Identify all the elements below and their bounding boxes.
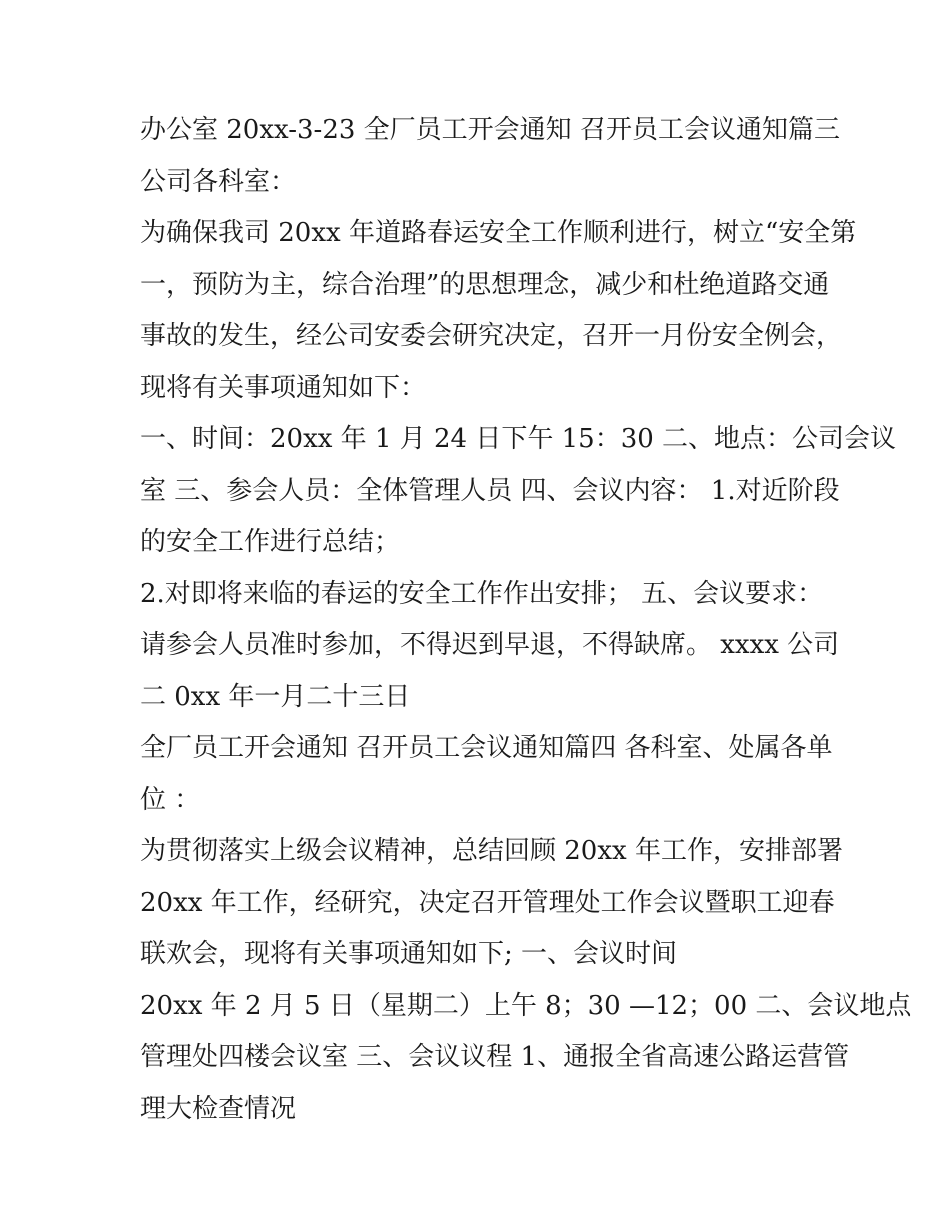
text-line: 事故的发生，经公司安委会研究决定，召开一月份安全例会， [140, 321, 843, 351]
text-line: 的安全工作进行总结； [140, 527, 401, 557]
text-line: 2.对即将来临的春运的安全工作作出安排； 五、会议要求： [140, 578, 824, 609]
text-line: 全厂员工开会通知 召开员工会议通知篇四 各科室、处属各单 [140, 733, 833, 763]
text-line: 20xx 年工作，经研究，决定召开管理处工作会议暨职工迎春 [140, 887, 835, 918]
document-body [140, 105, 912, 1135]
text-line: 办公室 20xx-3-23 全厂员工开会通知 召开员工会议通知篇三 [140, 115, 840, 145]
text-line: 为确保我司 20xx 年道路春运安全工作顺利进行，树立“安全第 [140, 218, 857, 248]
text-line: 为贯彻落实上级会议精神，总结回顾 20xx 年工作，安排部署 [140, 836, 843, 866]
text-line: 室 三、参会人员：全体管理人员 四、会议内容： 1.对近阶段 [140, 475, 840, 506]
text-line: 请参会人员准时参加，不得迟到早退，不得缺席。 xxxx 公司 [140, 630, 840, 660]
text-line: 一，预防为主，综合治理”的思想理念，减少和杜绝道路交通 [140, 269, 830, 300]
text-line: 管理处四楼会议室 三、会议议程 1、通报全省高速公路运营管 [140, 1042, 850, 1072]
text-line: 位 ： [140, 784, 201, 815]
text-line: 二 0xx 年一月二十三日 [140, 681, 411, 712]
text-line: 20xx 年 2 月 5 日（星期二）上午 8；30 —12；00 二、会议地点 [140, 990, 912, 1021]
text-line: 一、时间：20xx 年 1 月 24 日下午 15：30 二、地点：公司会议 [140, 424, 897, 454]
text-line: 理大检查情况 [140, 1093, 297, 1124]
text-line: 联欢会，现将有关事项通知如下; 一、会议时间 [140, 939, 678, 969]
text-line: 现将有关事项通知如下： [140, 372, 427, 403]
text-line: 公司各科室： [140, 166, 297, 197]
